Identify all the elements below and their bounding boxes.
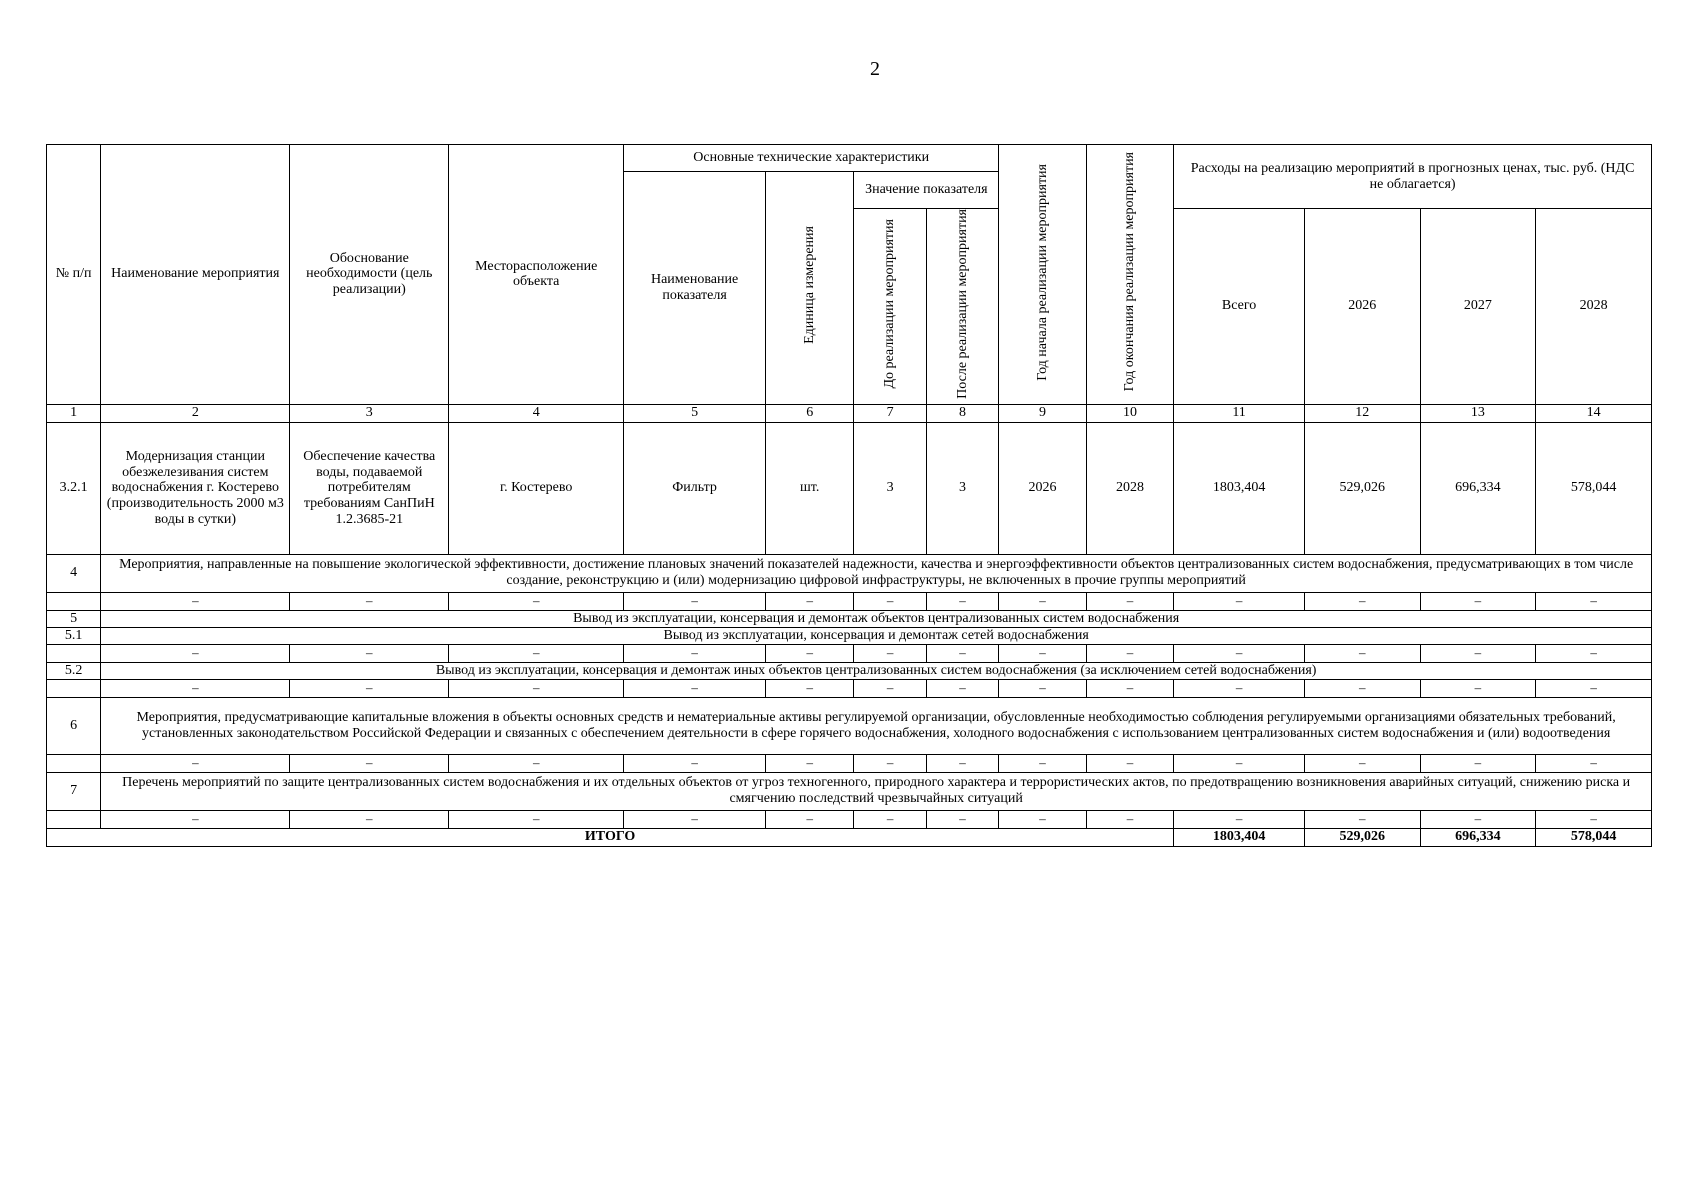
totals-2026: 529,026 [1304, 828, 1420, 846]
dash-cell: – [765, 754, 853, 772]
header-after [926, 209, 998, 405]
dash-cell: – [1536, 592, 1652, 610]
dash-cell: – [101, 754, 290, 772]
row-unit: шт. [765, 422, 853, 554]
row-total: 1803,404 [1174, 422, 1305, 554]
dash-cell [47, 679, 101, 697]
column-numbers-row [47, 404, 1652, 422]
dash-cell: – [624, 644, 766, 662]
dash-cell: – [1174, 810, 1305, 828]
column-number: 13 [1420, 404, 1536, 422]
section-text: Вывод из эксплуатации, консервация и демонтаж сетей водоснабжения [101, 627, 1652, 644]
header-after-label: После реализации мероприятия [954, 209, 970, 399]
dash-cell: – [1304, 644, 1420, 662]
section-row-7 [47, 772, 1652, 810]
investment-program-table [46, 144, 1652, 847]
dash-cell: – [765, 679, 853, 697]
dash-row [47, 810, 1652, 828]
header-unit-label: Единица измерения [801, 226, 817, 345]
dash-cell: – [1174, 592, 1305, 610]
totals-2027: 696,334 [1420, 828, 1536, 846]
header-tech-group: Основные технические характеристики [624, 145, 999, 172]
dash-cell: – [624, 592, 766, 610]
column-number: 10 [1086, 404, 1173, 422]
header-expenses-group: Расходы на реализацию мероприятий в прогнозных ценах, тыс. руб. (НДС не облагается) [1174, 145, 1652, 209]
dash-cell: – [854, 592, 926, 610]
column-number: 3 [290, 404, 449, 422]
header-before [854, 209, 926, 405]
dash-cell [47, 754, 101, 772]
dash-cell: – [1420, 679, 1536, 697]
dash-cell: – [624, 754, 766, 772]
section-text: Вывод из эксплуатации, консервация и демонтаж объектов централизованных систем водоснабжения [101, 610, 1652, 627]
header-start-year [999, 145, 1086, 405]
dash-cell: – [999, 679, 1086, 697]
dash-cell: – [1420, 754, 1536, 772]
column-number: 14 [1536, 404, 1652, 422]
dash-row [47, 679, 1652, 697]
totals-total: 1803,404 [1174, 828, 1305, 846]
section-num: 7 [47, 772, 101, 810]
header-start-year-label: Год начала реализации мероприятия [1034, 163, 1050, 381]
dash-cell: – [101, 810, 290, 828]
dash-cell: – [1304, 754, 1420, 772]
dash-row [47, 644, 1652, 662]
dash-cell: – [1174, 679, 1305, 697]
column-number: 7 [854, 404, 926, 422]
header-2027: 2027 [1420, 209, 1536, 405]
section-row-5 [47, 610, 1652, 627]
section-row-5-2 [47, 662, 1652, 679]
dash-cell: – [449, 592, 624, 610]
header-end-year-label: Год окончания реализации мероприятия [1122, 152, 1138, 392]
dash-cell: – [1174, 754, 1305, 772]
header-indicator-name: Наименование показателя [624, 172, 766, 405]
section-num: 6 [47, 697, 101, 754]
row-name: Модернизация станции обезжелезивания систем водоснабжения г. Костерево (производительность 2000 м3 воды в сутки) [101, 422, 290, 554]
dash-cell: – [926, 592, 998, 610]
dash-row [47, 754, 1652, 772]
totals-label: ИТОГО [47, 828, 1174, 846]
column-number: 8 [926, 404, 998, 422]
dash-cell: – [926, 754, 998, 772]
row-indicator: Фильтр [624, 422, 766, 554]
section-text: Вывод из эксплуатации, консервация и демонтаж иных объектов централизованных систем водоснабжения (за исключением сетей водоснабжения) [101, 662, 1652, 679]
dash-cell: – [854, 810, 926, 828]
dash-cell: – [765, 810, 853, 828]
row-2026: 529,026 [1304, 422, 1420, 554]
totals-2028: 578,044 [1536, 828, 1652, 846]
section-num: 5.2 [47, 662, 101, 679]
section-num: 4 [47, 554, 101, 592]
header-2026: 2026 [1304, 209, 1420, 405]
column-number: 6 [765, 404, 853, 422]
column-number: 4 [449, 404, 624, 422]
dash-cell: – [290, 679, 449, 697]
column-number: 9 [999, 404, 1086, 422]
totals-row [47, 828, 1652, 846]
dash-cell: – [101, 679, 290, 697]
dash-cell: – [926, 679, 998, 697]
section-text: Мероприятия, направленные на повышение экологической эффективности, достижение плановых значений показателей надежности, качества и энергоэффективности объектов централизованных систем водоснабжения, предусматривающих в том числе создание, реконструкцию и (или) модернизацию цифровой инфраструктуры, не включенных в прочие группы мероприятий [101, 554, 1652, 592]
dash-cell: – [999, 644, 1086, 662]
section-num: 5 [47, 610, 101, 627]
dash-cell: – [1086, 810, 1173, 828]
row-num: 3.2.1 [47, 422, 101, 554]
dash-cell: – [1536, 679, 1652, 697]
header-before-label: До реализации мероприятия [882, 219, 898, 389]
column-number: 1 [47, 404, 101, 422]
dash-cell: – [999, 810, 1086, 828]
dash-cell [47, 592, 101, 610]
column-number: 5 [624, 404, 766, 422]
row-justification: Обеспечение качества воды, подаваемой потребителям требованиям СанПиН 1.2.3685-21 [290, 422, 449, 554]
dash-row [47, 592, 1652, 610]
dash-cell: – [999, 592, 1086, 610]
header-end-year [1086, 145, 1173, 405]
row-after: 3 [926, 422, 998, 554]
section-row-5-1 [47, 627, 1652, 644]
dash-cell: – [1086, 754, 1173, 772]
table-row-3-2-1 [47, 422, 1652, 554]
dash-cell: – [1420, 810, 1536, 828]
dash-cell: – [1420, 592, 1536, 610]
section-row-4 [47, 554, 1652, 592]
dash-cell: – [101, 644, 290, 662]
dash-cell: – [290, 754, 449, 772]
row-2028: 578,044 [1536, 422, 1652, 554]
dash-cell: – [1086, 644, 1173, 662]
header-unit [765, 172, 853, 405]
dash-cell: – [624, 810, 766, 828]
row-start: 2026 [999, 422, 1086, 554]
dash-cell [47, 644, 101, 662]
row-end: 2028 [1086, 422, 1173, 554]
dash-cell: – [449, 644, 624, 662]
section-row-6 [47, 697, 1652, 754]
header-name: Наименование мероприятия [101, 145, 290, 405]
dash-cell: – [1086, 679, 1173, 697]
section-text: Перечень мероприятий по защите централизованных систем водоснабжения и их отдельных объектов от угроз техногенного, природного характера и террористических актов, по предотвращению возникновения аварийных ситуаций, снижению риска и смягчению последствий чрезвычайных ситуаций [101, 772, 1652, 810]
dash-cell: – [765, 592, 853, 610]
dash-cell: – [854, 679, 926, 697]
dash-cell: – [926, 810, 998, 828]
row-before: 3 [854, 422, 926, 554]
header-total: Всего [1174, 209, 1305, 405]
column-number: 11 [1174, 404, 1305, 422]
dash-cell: – [290, 592, 449, 610]
dash-cell: – [765, 644, 853, 662]
dash-cell: – [999, 754, 1086, 772]
header-row-1 [47, 145, 1652, 172]
page-number: 2 [870, 58, 880, 80]
row-2027: 696,334 [1420, 422, 1536, 554]
section-text: Мероприятия, предусматривающие капитальные вложения в объекты основных средств и нематериальные активы регулируемой организации, обусловленные необходимостью соблюдения регулируемыми организациями обязательных требований, установленных законодательством Российской Федерации и связанных с обеспечением деятельности в сфере горячего водоснабжения, холодного водоснабжения с использованием централизованных систем водоснабжения и (или) водоотведения [101, 697, 1652, 754]
dash-cell [47, 810, 101, 828]
dash-cell: – [1086, 592, 1173, 610]
dash-cell: – [854, 644, 926, 662]
header-2028: 2028 [1536, 209, 1652, 405]
dash-cell: – [1536, 810, 1652, 828]
dash-cell: – [1536, 754, 1652, 772]
dash-cell: – [1420, 644, 1536, 662]
dash-cell: – [1304, 810, 1420, 828]
header-justification: Обоснование необходимости (цель реализации) [290, 145, 449, 405]
dash-cell: – [1174, 644, 1305, 662]
dash-cell: – [101, 592, 290, 610]
dash-cell: – [854, 754, 926, 772]
dash-cell: – [290, 644, 449, 662]
header-num: № п/п [47, 145, 101, 405]
dash-cell: – [1304, 592, 1420, 610]
dash-cell: – [290, 810, 449, 828]
row-location: г. Костерево [449, 422, 624, 554]
header-location: Месторасположение объекта [449, 145, 624, 405]
dash-cell: – [1304, 679, 1420, 697]
header-value-group: Значение показателя [854, 172, 999, 209]
dash-cell: – [1536, 644, 1652, 662]
dash-cell: – [926, 644, 998, 662]
dash-cell: – [624, 679, 766, 697]
dash-cell: – [449, 754, 624, 772]
section-num: 5.1 [47, 627, 101, 644]
dash-cell: – [449, 679, 624, 697]
column-number: 2 [101, 404, 290, 422]
column-number: 12 [1304, 404, 1420, 422]
dash-cell: – [449, 810, 624, 828]
